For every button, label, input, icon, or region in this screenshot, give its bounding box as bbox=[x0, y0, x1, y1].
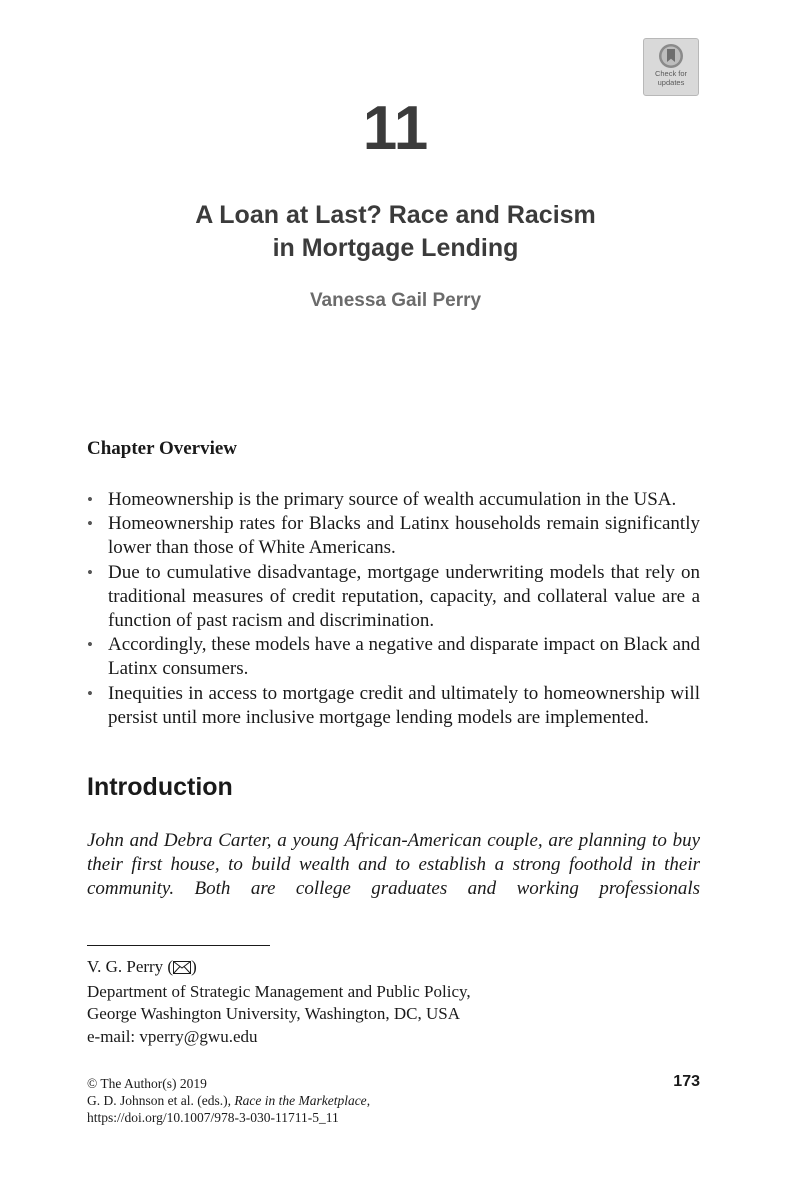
footnote-author-line bbox=[87, 956, 471, 981]
chapter-title-line1: A Loan at Last? Race and Racism bbox=[195, 201, 596, 229]
footnote-department: Department of Strategic Management and Public Policy, bbox=[87, 981, 471, 1001]
footnote-divider bbox=[87, 945, 270, 946]
chapter-title-line2: in Mortgage Lending bbox=[272, 234, 519, 262]
footnote-author-close: ) bbox=[191, 957, 197, 976]
overview-item: • Inequities in access to mortgage credit and ultimately to homeownership will persist until more inclusive mortgage lending models are implemented. bbox=[87, 682, 700, 730]
overview-item: • Homeownership is the primary source of wealth accumulation in the USA. bbox=[87, 488, 700, 512]
citation-editors: G. D. Johnson et al. (eds.), bbox=[87, 1093, 235, 1108]
citation-suffix: , bbox=[366, 1093, 371, 1108]
envelope-icon[interactable] bbox=[173, 958, 191, 981]
badge-label-line1: Check for bbox=[654, 69, 688, 78]
overview-heading: Chapter Overview bbox=[87, 438, 238, 459]
footnote-author: V. G. Perry ( bbox=[87, 957, 174, 976]
author-affiliation-footnote bbox=[87, 956, 471, 1048]
badge-label-line2: updates bbox=[657, 78, 685, 87]
chapter-author: Vanessa Gail Perry bbox=[309, 290, 482, 311]
introduction-paragraph: John and Debra Carter, a young African-American couple, are planning to buy their first house, to build wealth and to establish a strong foothold in their community. Both are college graduates and working professionals bbox=[87, 830, 700, 899]
overview-item: • Homeownership rates for Blacks and Latinx households remain significantly lower than those of White Americans. bbox=[87, 512, 700, 560]
page-number: 173 bbox=[673, 1073, 700, 1090]
copyright-line: © The Author(s) 2019 bbox=[87, 1076, 207, 1091]
doi-link[interactable]: https://doi.org/10.1007/978-3-030-11711-5_11 bbox=[87, 1110, 339, 1125]
chapter-title bbox=[100, 199, 691, 265]
footnote-university: George Washington University, Washington, DC, USA bbox=[87, 1004, 460, 1023]
copyright-block bbox=[87, 1075, 370, 1126]
bookmark-check-icon bbox=[658, 43, 684, 69]
overview-list bbox=[87, 488, 700, 730]
footnote-email[interactable]: e-mail: vperry@gwu.edu bbox=[87, 1026, 258, 1046]
citation-line bbox=[87, 1092, 370, 1109]
introduction-heading: Introduction bbox=[87, 773, 233, 801]
chapter-number: 11 bbox=[362, 94, 429, 163]
overview-item: • Accordingly, these models have a negative and disparate impact on Black and Latinx consumers. bbox=[87, 633, 700, 681]
overview-item: • Due to cumulative disadvantage, mortgage underwriting models that rely on traditional measures of credit reputation, capacity, and collateral value are a function of past racism and discrimination. bbox=[87, 561, 700, 634]
citation-book-title: Race in the Marketplace bbox=[234, 1093, 367, 1108]
check-for-updates-badge[interactable] bbox=[643, 38, 699, 96]
